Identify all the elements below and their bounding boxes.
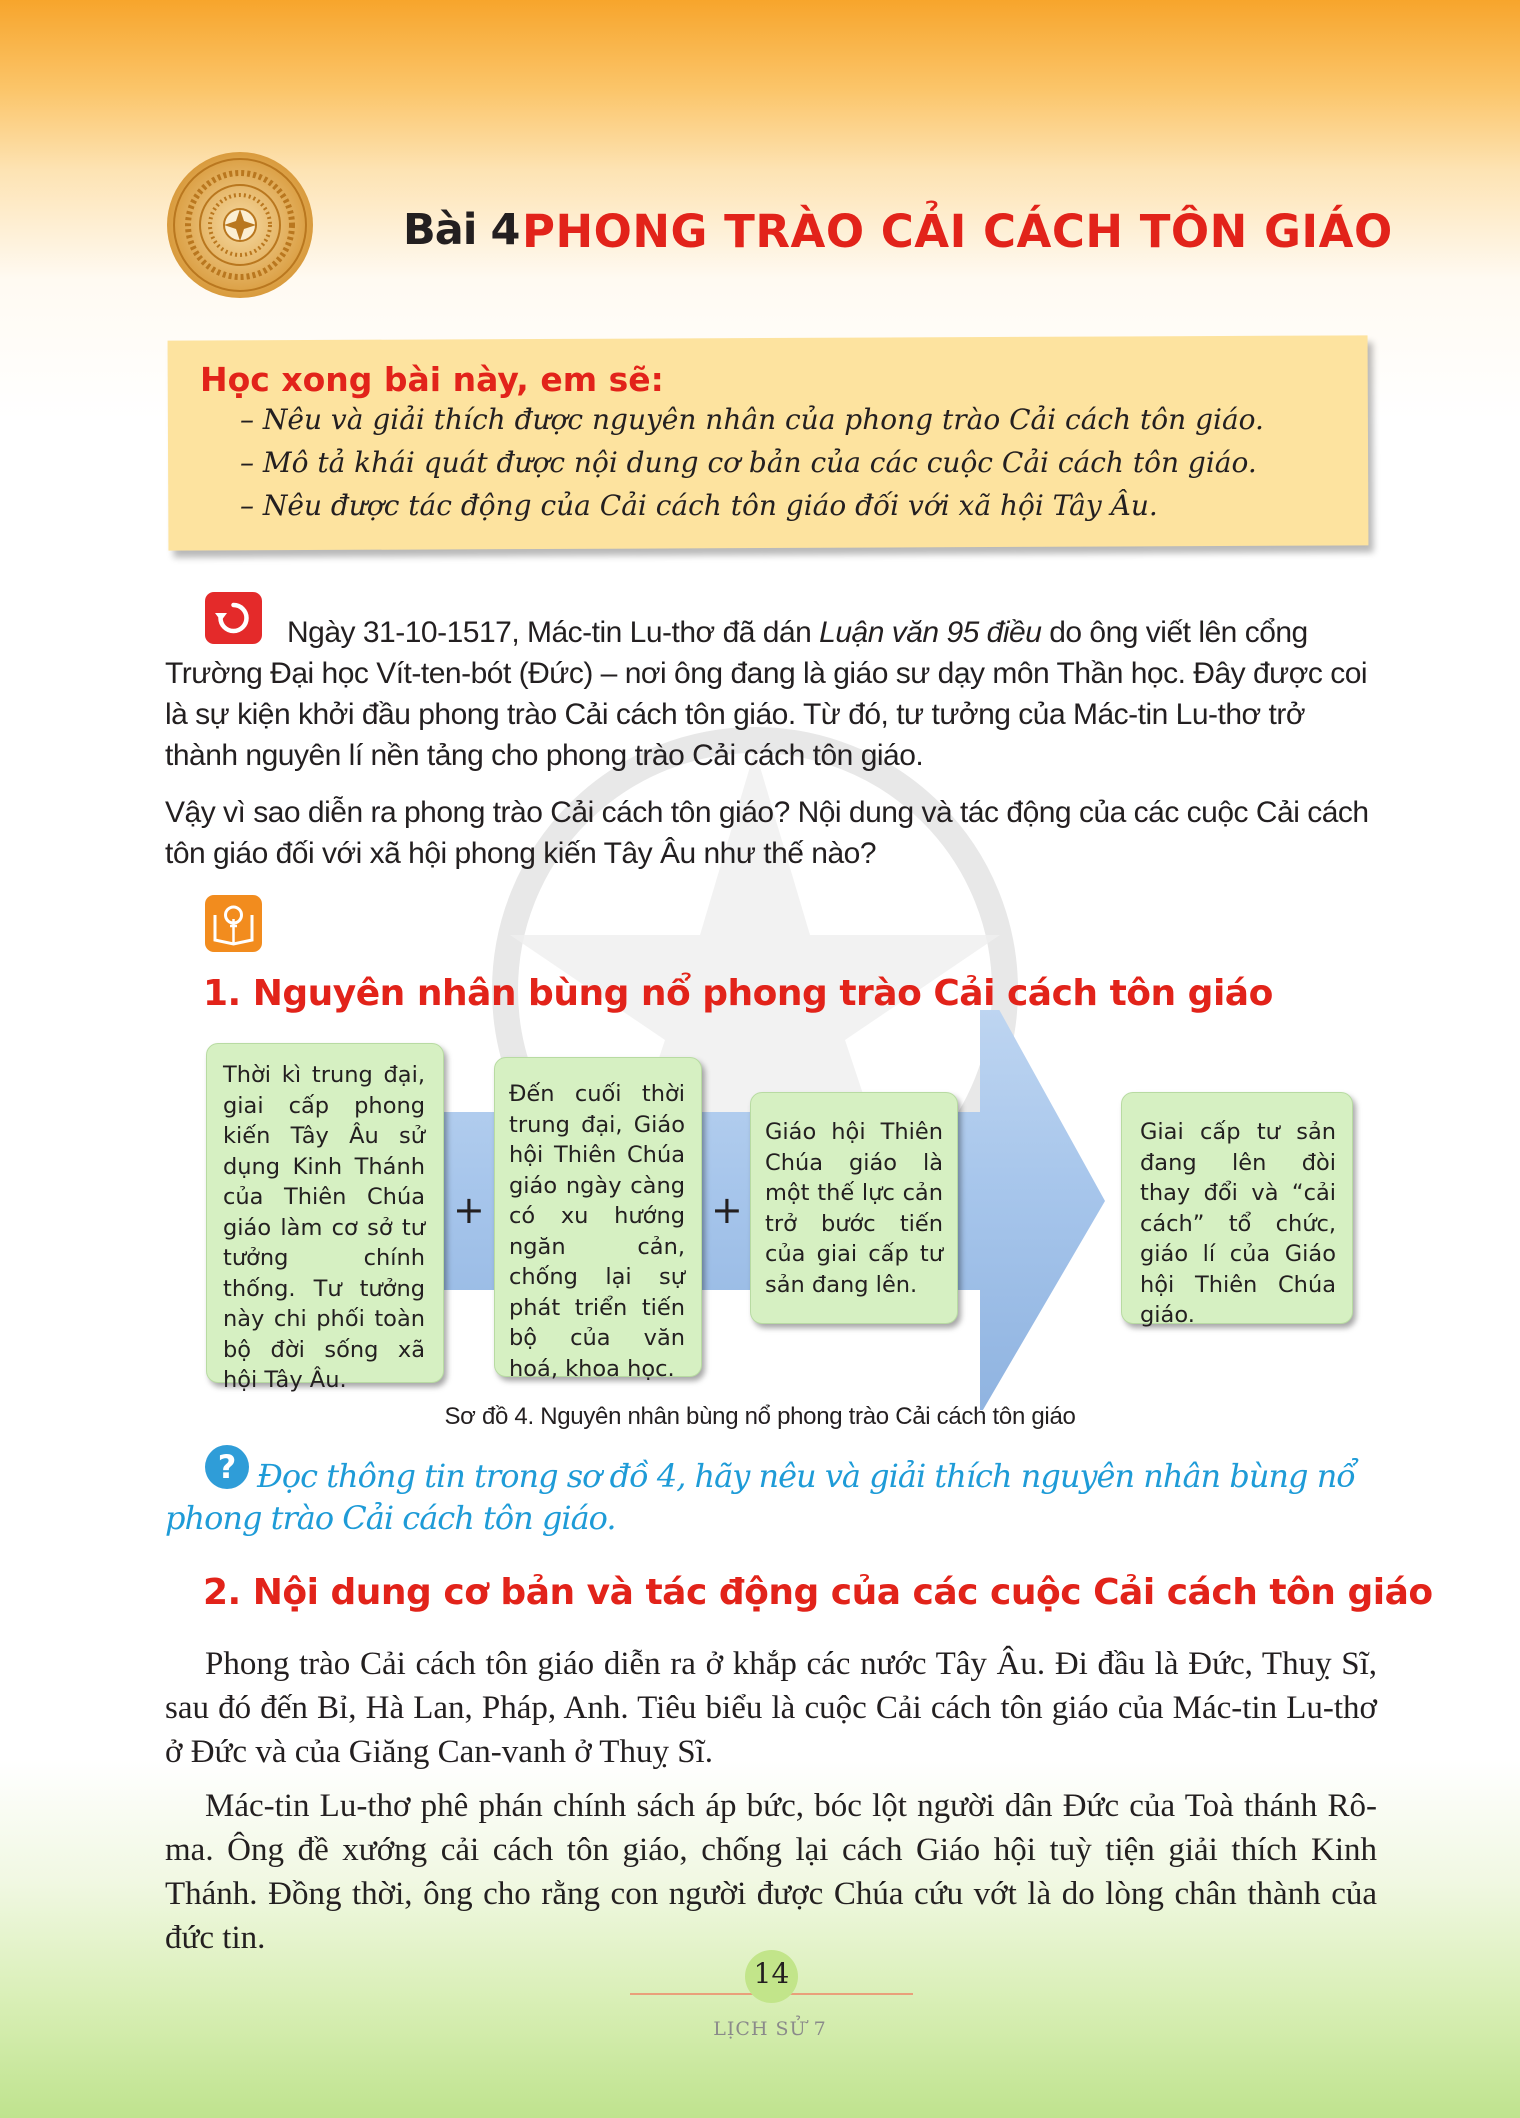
bronze-drum-icon xyxy=(165,150,315,300)
intro-paragraph: Ngày 31-10-1517, Mác-tin Lu-thơ đã dán Luận văn 95 điều do ông viết lên cổng Trường Đại học Vít-ten-bót (Đức) – nơi ông đang là giáo sư dạy môn Thần học. Đây được coi là sự kiện khởi đầu phong trào Cải cách tôn giáo. Từ đó, tư tưởng của Mác-tin Lu-thơ trở thành nguyên lí nền tảng cho phong trào Cải cách tôn giáo. xyxy=(165,616,1368,772)
question-text: Đọc thông tin trong sơ đồ 4, hãy nêu và giải thích nguyên nhân bùng nổ phong trào Cải cách tôn giáo. xyxy=(165,1457,1355,1537)
lightbulb-book-icon xyxy=(205,895,262,952)
diagram-box-1-text: Thời kì trung đại, giai cấp phong kiến Tây Âu sử dụng Kinh Thánh của Thiên Chúa giáo làm cơ sở tư tưởng chính thống. Tư tưởng này chi phối toàn bộ đời sống xã hội Tây Âu. xyxy=(223,1062,425,1393)
section2-title: 2. Nội dung cơ bản và tác động của các cuộc Cải cách tôn giáo xyxy=(203,1572,1433,1613)
objective-item: – Mô tả khái quát được nội dung cơ bản của các cuộc Cải cách tôn giáo. xyxy=(240,446,1257,479)
body-paragraph: Phong trào Cải cách tôn giáo diễn ra ở khắp các nước Tây Âu. Đi đầu là Đức, Thuỵ Sĩ, sau đó đến Bỉ, Hà Lan, Pháp, Anh. Tiêu biểu là cuộc Cải cách tôn giáo của Mác-tin Lu-thơ ở Đức và của Giăng Can-vanh ở Thuỵ Sĩ. xyxy=(165,1646,1377,1770)
plus-sign: + xyxy=(711,1188,743,1232)
body-paragraph: Mác-tin Lu-thơ phê phán chính sách áp bức, bóc lột người dân Đức của Toà thánh Rô-ma. Ông đề xướng cải cách tôn giáo, chống lại cách Giáo hội tuỳ tiện giải thích Kinh Thánh. Đồng thời, ông cho rằng con người được Chúa cứu vớt là do lòng chân thành của đức tin. xyxy=(165,1788,1377,1956)
diagram-box-3-text: Giáo hội Thiên Chúa giáo là một thế lực cản trở bước tiến của giai cấp tư sản đang lên. xyxy=(765,1119,943,1298)
thesis-title: Luận văn 95 điều xyxy=(819,616,1042,649)
objective-item: – Nêu và giải thích được nguyên nhân của phong trào Cải cách tôn giáo. xyxy=(240,403,1264,436)
diagram-box-2-text: Đến cuối thời trung đại, Giáo hội Thiên Chúa giáo ngày càng có xu hướng ngăn cản, chống lại sự phát triển tiến bộ của văn hoá, khoa học. xyxy=(509,1081,685,1382)
section1-title: 1. Nguyên nhân bùng nổ phong trào Cải cách tôn giáo xyxy=(203,973,1273,1014)
question-icon: ? xyxy=(205,1445,249,1489)
objectives-heading: Học xong bài này, em sẽ: xyxy=(200,360,664,399)
plus-sign: + xyxy=(453,1188,485,1232)
intro-question: Vậy vì sao diễn ra phong trào Cải cách tôn giáo? Nội dung và tác động của các cuộc Cải cách tôn giáo đối với xã hội phong kiến Tây Âu như thế nào? xyxy=(165,796,1369,870)
diagram-box-4-text: Giai cấp tư sản đang lên đòi thay đổi và “cải cách” tổ chức, giáo lí của Giáo hội Thiên Chúa giáo. xyxy=(1140,1119,1336,1328)
footer-subject: LỊCH SỬ 7 xyxy=(713,2018,827,2040)
lesson-title: PHONG TRÀO CẢI CÁCH TÔN GIÁO xyxy=(522,205,1393,258)
lesson-label: Bài 4 xyxy=(403,205,520,255)
page-number: 14 xyxy=(753,1957,790,1990)
diagram-caption: Sơ đồ 4. Nguyên nhân bùng nổ phong trào Cải cách tôn giáo xyxy=(444,1403,1076,1430)
objective-item: – Nêu được tác động của Cải cách tôn giáo đối với xã hội Tây Âu. xyxy=(240,489,1158,522)
